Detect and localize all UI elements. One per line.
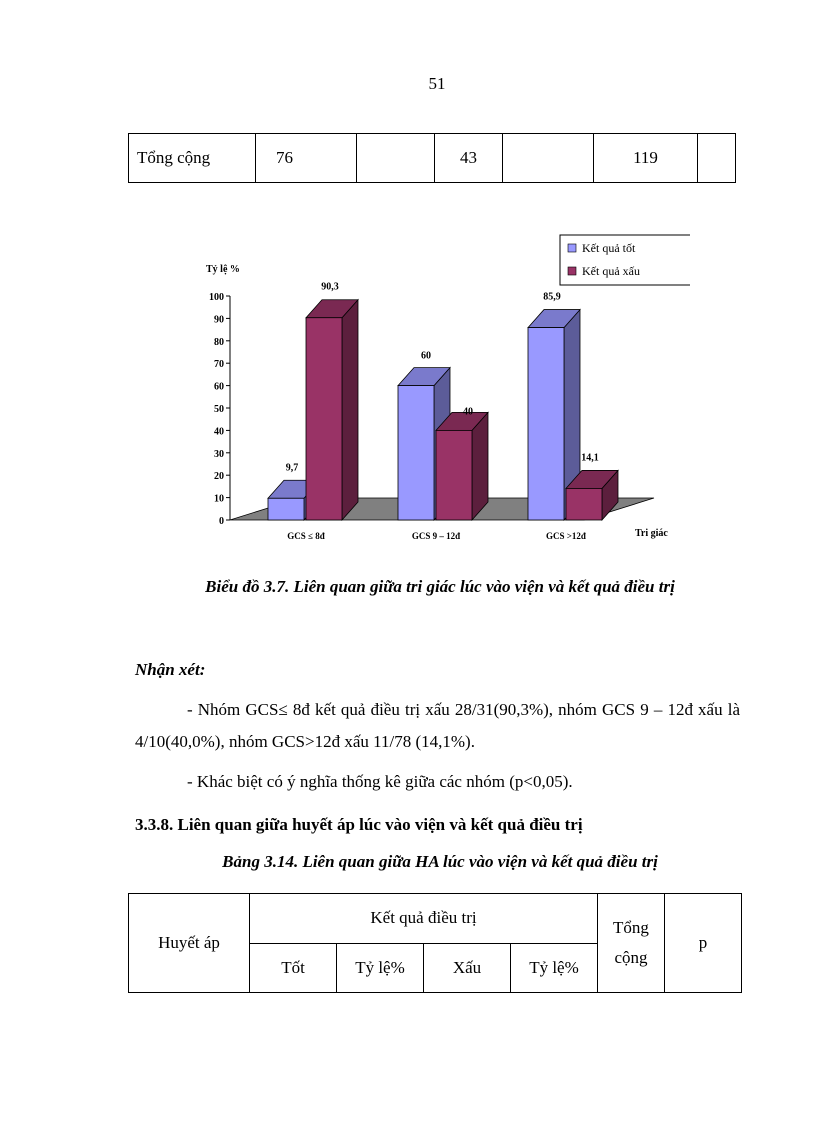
total-line-2: cộng <box>614 948 648 967</box>
subheader-bad: Xấu <box>424 943 511 993</box>
page-number: 51 <box>428 74 446 93</box>
y-tick-label: 50 <box>214 404 224 415</box>
y-tick-label: 0 <box>219 516 224 527</box>
blood-pressure-table <box>128 893 742 993</box>
x-tick-label: GCS ≤ 8đ <box>287 531 325 541</box>
remark-title: Nhận xét: <box>135 660 206 679</box>
remark-paragraph-2: - Khác biệt có ý nghĩa thống kê giữa các nhóm (p<0,05). <box>187 772 573 791</box>
total-row-table <box>128 133 736 183</box>
y-tick-label: 30 <box>214 448 224 460</box>
bar <box>306 318 342 520</box>
figure-caption: Biểu đồ 3.7. Liên quan giữa tri giác lúc vào viện và kết quả điều trị <box>205 577 675 596</box>
x-tick-label: GCS 9 – 12đ <box>411 531 461 541</box>
bar <box>268 498 304 520</box>
table-cell: 43 <box>435 134 503 183</box>
table-header-row <box>129 894 742 944</box>
y-tick-label: 80 <box>214 336 224 348</box>
subheader-rate: Tỷ lệ% <box>511 943 598 993</box>
data-label: 60 <box>421 350 431 362</box>
section-heading: 3.3.8. Liên quan giữa huyết áp lúc vào viện và kết quả điều trị <box>135 815 583 834</box>
data-label: 90,3 <box>321 281 339 293</box>
subheader-good: Tốt <box>250 943 337 993</box>
bar <box>566 488 602 520</box>
legend-label: Kết quả tốt <box>582 241 636 255</box>
y-tick-label: 100 <box>209 292 224 303</box>
col-header-treatment-result: Kết quả điều trị <box>250 894 598 944</box>
y-tick-label: 60 <box>214 381 224 393</box>
table-row <box>129 134 736 183</box>
table-cell <box>698 134 736 183</box>
col-header-blood-pressure: Huyết áp <box>129 894 250 993</box>
bar-side <box>342 300 358 520</box>
y-tick-label: 90 <box>214 314 224 326</box>
row-label: Tổng cộng <box>129 134 256 183</box>
table-cell: 76 <box>256 134 357 183</box>
table-caption: Bảng 3.14. Liên quan giữa HA lúc vào viện và kết quả điều trị <box>222 852 658 871</box>
col-header-p: p <box>665 894 742 993</box>
total-line-1: Tổng <box>613 918 649 937</box>
bar-chart <box>190 230 690 550</box>
x-tick-label: GCS >12đ <box>546 531 586 541</box>
data-label: 40 <box>463 406 473 418</box>
y-tick-label: 40 <box>214 426 224 438</box>
bar <box>528 328 564 520</box>
bar <box>398 386 434 520</box>
data-label: 85,9 <box>543 291 561 303</box>
y-tick-label: 20 <box>214 471 224 483</box>
bar <box>436 430 472 520</box>
table-cell <box>503 134 594 183</box>
subheader-rate: Tỷ lệ% <box>337 943 424 993</box>
bar-side <box>472 412 488 520</box>
y-tick-label: 10 <box>214 493 224 505</box>
legend-label: Kết quả xấu <box>582 264 640 278</box>
y-tick-label: 70 <box>214 359 224 371</box>
legend-swatch <box>568 267 576 275</box>
col-header-total <box>598 894 665 993</box>
x-axis-label: Tri giác <box>635 528 668 539</box>
data-label: 14,1 <box>581 452 599 464</box>
table-cell <box>357 134 435 183</box>
legend-swatch <box>568 244 576 252</box>
y-axis-label: Tỷ lệ % <box>206 264 240 275</box>
table-cell: 119 <box>594 134 698 183</box>
data-label: 9,7 <box>285 462 299 474</box>
remark-paragraph-1: - Nhóm GCS≤ 8đ kết quả điều trị xấu 28/31(90,3%), nhóm GCS 9 – 12đ xấu là 4/10(40,0%), nhóm GCS>12đ xấu 11/78 (14,1%). <box>135 700 740 751</box>
